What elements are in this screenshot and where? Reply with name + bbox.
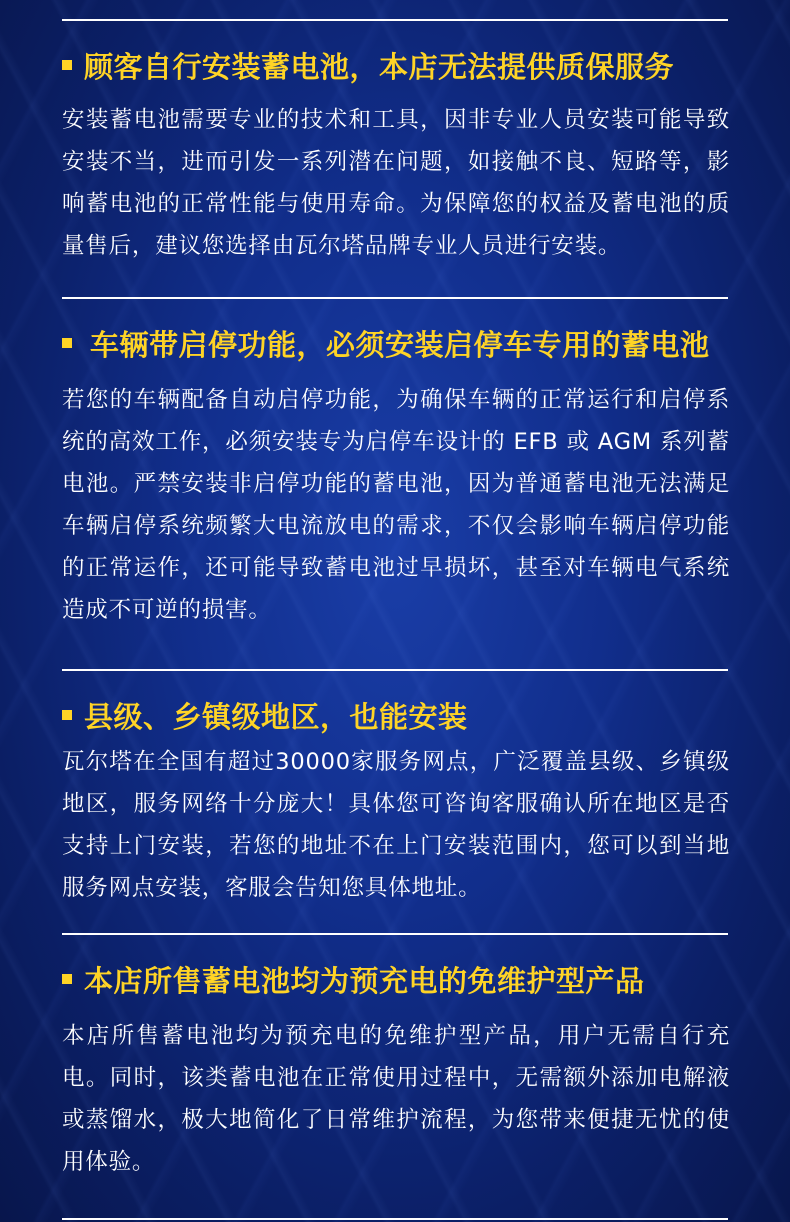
section-heading-text: 车辆带启停功能，必须安装启停车专用的蓄电池 [90,327,710,362]
square-bullet-icon [62,338,72,348]
divider [62,19,728,21]
section-body-self-install: 安装蓄电池需要专业的技术和工具，因非专业人员安装可能导致安装不当，进而引发一系列潜在问题，如接触不良、短路等，影响蓄电池的正常性能与使用寿命。为保障您的权益及蓄电池的质量售后，建议您选择由瓦尔塔品牌专业人员进行安装。 [62,107,730,259]
divider [62,669,728,671]
divider [62,1218,728,1220]
divider [62,933,728,935]
section-body-county-install: 瓦尔塔在全国有超过30000家服务网点，广泛覆盖县级、乡镇级地区，服务网络十分庞大！具体您可咨询客服确认所在地区是否支持上门安装，若您的地址不在上门安装范围内，您可以到当地服务网点安装，客服会告知您具体地址。 [62,749,730,901]
section-heading-start-stop [62,322,742,364]
section-body-start-stop: 若您的车辆配备自动启停功能，为确保车辆的正常运行和启停系统的高效工作，必须安装专为启停车设计的 EFB 或 AGM 系列蓄电池。严禁安装非启停功能的蓄电池，因为普通蓄电池无法满足车辆启停系统频繁大电流放电的需求，不仅会影响车辆启停功能的正常运作，还可能导致蓄电池过早损坏，甚至对车辆电气系统造成不可逆的损害。 [62,387,730,623]
section-heading-maintenance-free [62,958,742,1000]
square-bullet-icon [62,60,72,70]
square-bullet-icon [62,710,72,720]
section-heading-text: 顾客自行安装蓄电池，本店无法提供质保服务 [84,49,675,84]
section-heading-text: 县级、乡镇级地区，也能安装 [84,699,468,734]
square-bullet-icon [62,974,72,984]
section-heading-self-install [62,44,742,86]
section-body-maintenance-free: 本店所售蓄电池均为预充电的免维护型产品，用户无需自行充电。同时，该类蓄电池在正常使用过程中，无需额外添加电解液或蒸馏水，极大地简化了日常维护流程，为您带来便捷无忧的使用体验。 [62,1023,730,1175]
section-heading-county-install [62,694,742,736]
section-heading-text: 本店所售蓄电池均为预充电的免维护型产品 [84,963,645,998]
divider [62,297,728,299]
